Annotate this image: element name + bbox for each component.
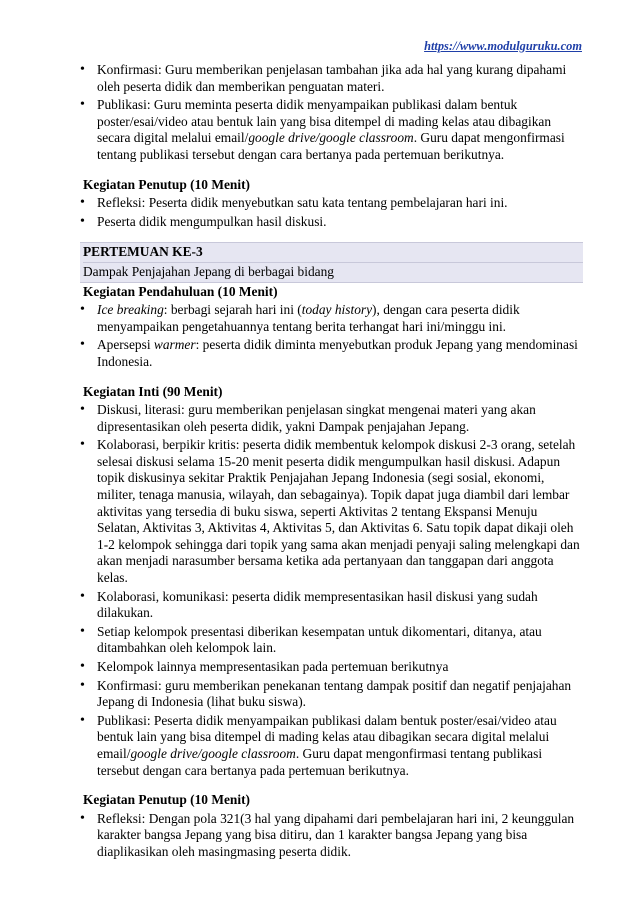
- section-heading-penutup-2: Kegiatan Penutup (10 Menit): [83, 792, 251, 808]
- list-item: [83, 337, 583, 370]
- text-run: . Guru dapat mengonfirmasi tentang publikasi tersebut dengan cara bertanya pada pertemuan berikutnya.: [97, 745, 543, 778]
- content: [83, 62, 583, 863]
- meeting-title: PERTEMUAN KE-3: [83, 244, 203, 260]
- list-item: [83, 302, 583, 335]
- text-run: Setiap kelompok presentasi diberikan kesempatan untuk dikomentari, ditanya, atau ditambahkan oleh kelompok lain.: [97, 623, 542, 656]
- text-run: Konfirmasi: guru memberikan penekanan tentang dampak positif dan negatif penjajahan Jepang di Indonesia (lihat buku siswa).: [97, 677, 572, 710]
- text-run: Refleksi: Peserta didik menyebutkan satu kata tentang pembelajaran hari ini.: [97, 195, 508, 211]
- list-item: [83, 659, 583, 676]
- italic-text: today history: [301, 302, 373, 318]
- text-run: Apersepsi: [97, 337, 154, 353]
- list-item: [83, 214, 583, 231]
- list-item: [83, 195, 583, 212]
- text-run: : berbagi sejarah hari ini (: [163, 302, 302, 318]
- section-heading-pendahuluan: Kegiatan Pendahuluan (10 Menit): [83, 283, 278, 299]
- meeting-subtitle: Dampak Penjajahan Jepang di berbagai bidang: [83, 262, 583, 282]
- italic-text: google drive/google classroom: [248, 130, 414, 146]
- list-item: [83, 589, 583, 622]
- italic-text: google drive/google classroom: [130, 745, 296, 761]
- list-item: [83, 811, 583, 861]
- italic-text: warmer: [153, 337, 196, 353]
- text-run: Kolaborasi, komunikasi: peserta didik mempresentasikan hasil diskusi yang sudah dilakukan.: [97, 588, 538, 621]
- list-item: [83, 437, 583, 586]
- bullet-list: [83, 195, 583, 230]
- text-run: . Guru dapat mengonfirmasi tentang publikasi tersebut dengan cara bertanya pada pertemuan berikutnya.: [97, 130, 565, 162]
- section-heading-penutup: Kegiatan Penutup (10 Menit): [83, 176, 251, 192]
- list-item: [83, 624, 583, 657]
- list-item: [83, 678, 583, 711]
- list-item: [83, 713, 583, 779]
- list-item: [83, 402, 583, 435]
- text-run: Refleksi: Dengan pola 321(3 hal yang dipahami dari pembelajaran hari ini, 2 keunggulan karakter bangsa Jepang yang bisa ditiru, dan 1 karakter bangsa Jepang yang bisa diaplikasikan oleh masingmasing peserta didik.: [97, 810, 575, 859]
- text-run: Diskusi, literasi: guru memberikan penjelasan singkat mengenai materi yang akan dipresentasikan oleh peserta didik, yakni Dampak penjajahan Jepang.: [97, 402, 536, 434]
- list-item: [83, 62, 583, 95]
- header-url-link[interactable]: https://www.modulguruku.com: [424, 39, 582, 53]
- text-run: Konfirmasi: Guru memberikan penjelasan tambahan jika ada hal yang kurang dipahami oleh peserta didik dan memberikan penguatan materi.: [97, 62, 567, 94]
- list-item: [83, 97, 583, 163]
- text-run: Peserta didik mengumpulkan hasil diskusi.: [97, 213, 327, 229]
- text-run: Publikasi: Peserta didik menyampaikan publikasi dalam bentuk poster/esai/video atau bentuk lain yang bisa ditempel di mading kelas atau dibagikan secara digital melalui email/: [97, 712, 557, 761]
- bullet-list: [83, 62, 583, 164]
- text-run: : peserta didik diminta menyebutkan produk Jepang yang mendominasi Indonesia.: [97, 337, 578, 369]
- text-run: ), dengan cara peserta didik menyampaikan pengetahuannya tentang berita terhangat hari ini/minggu ini.: [97, 302, 520, 334]
- section-heading-inti: Kegiatan Inti (90 Menit): [83, 383, 223, 399]
- text-run: Kelompok lainnya mempresentasikan pada pertemuan berikutnya: [97, 659, 449, 674]
- bullet-list: [83, 302, 583, 370]
- bullet-list: [83, 811, 583, 861]
- meeting-header-box: [80, 242, 583, 282]
- bullet-list: [83, 402, 583, 779]
- italic-text: Ice breaking: [97, 302, 164, 318]
- text-run: Kolaborasi, berpikir kritis: peserta didik membentuk kelompok diskusi 2-3 orang, setelah selesai diskusi selama 15-20 menit peserta didik mengumpulkan hasil diskusi. Adapun topik diskusinya sekitar Praktik Penjajahan Jepang Indonesia (segi sosial, ekonomi, militer, tenaga manusia, wilayah, dan sebagainya). Topik dapat juga diambil dari lembar aktivitas yang tersedia di buku siswa, seperti Aktivitas 2 tentang Ekspansi Menuju Selatan, Aktivitas 3, Aktivitas 4, Aktivitas 5, dan Aktivitas 6. Satu topik dapat dikaji oleh 1-2 kelompok sehingga dari topik yang sama akan menjadi penyaji saling melengkapi dan akan menjadi narasumber bersama ketika ada pertanyaan dan tanggapan dari anggota kelas.: [97, 437, 580, 586]
- text-run: Publikasi: Guru meminta peserta didik menyampaikan publikasi dalam bentuk poster/esai/video atau bentuk lain yang bisa ditempel di mading kelas atau dibagikan secara digital melalui email/: [97, 97, 552, 146]
